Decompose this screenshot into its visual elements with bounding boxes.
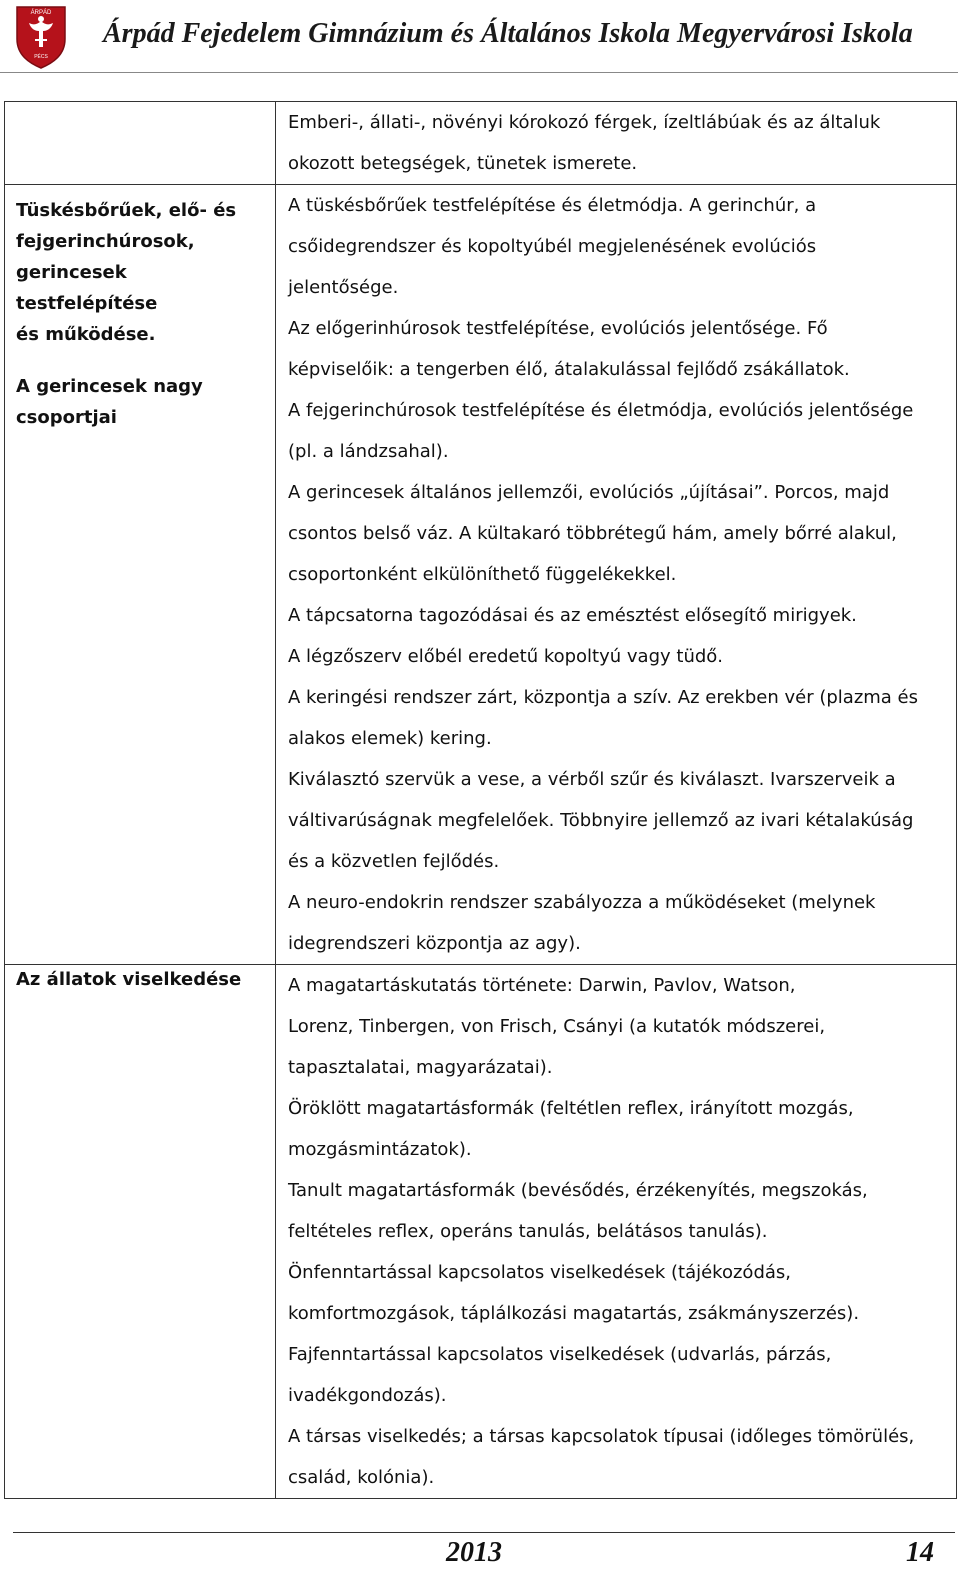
description-line: A gerincesek általános jellemzői, evolúciós „újításai”. Porcos, majd xyxy=(288,482,890,503)
description-line: A neuro-endokrin rendszer szabályozza a működéseket (melynek xyxy=(288,892,876,913)
description-line: csontos belső váz. A kültakaró többrétegű hám, amely bőrré alakul, xyxy=(288,523,897,544)
page-header xyxy=(0,0,960,76)
description-line: A magatartáskutatás története: Darwin, Pavlov, Watson, xyxy=(288,975,796,996)
topic-line: csoportjai xyxy=(16,407,117,428)
description-line: váltivarúságnak megfelelőek. Többnyire jellemző az ivari kétalakúság xyxy=(288,810,914,831)
description-cell xyxy=(276,965,957,1499)
description-line: Önfenntartással kapcsolatos viselkedések (tájékozódás, xyxy=(288,1262,791,1283)
topic-cell xyxy=(5,102,276,185)
footer-year: 2013 xyxy=(446,1537,502,1568)
description-line: és a közvetlen fejlődés. xyxy=(288,851,500,872)
description-line: csőidegrendszer és kopoltyúbél megjelenésének evolúciós xyxy=(288,236,817,257)
curriculum-table xyxy=(4,101,957,1499)
topic-line: gerincesek testfelépítése xyxy=(16,262,158,314)
footer-divider xyxy=(13,1532,955,1533)
table-row xyxy=(5,185,957,965)
description-line: A légzőszerv előbél eredetű kopoltyú vagy tüdő. xyxy=(288,646,724,667)
school-title: Árpád Fejedelem Gimnázium és Általános Iskola Megyervárosi Iskola xyxy=(103,18,913,49)
description-line: Fajfenntartással kapcsolatos viselkedések (udvarlás, párzás, xyxy=(288,1344,832,1365)
description-line: A keringési rendszer zárt, központja a szív. Az erekben vér (plazma és xyxy=(288,687,918,708)
page-number: 14 xyxy=(906,1537,934,1568)
description-line: A tüskésbőrűek testfelépítése és életmódja. A gerinchúr, a xyxy=(288,195,817,216)
description-line: Lorenz, Tinbergen, von Frisch, Csányi (a kutatók módszerei, xyxy=(288,1016,826,1037)
table-row xyxy=(5,102,957,185)
topic-line: és működése. xyxy=(16,324,156,345)
topic-line: Tüskésbőrűek, elő- és xyxy=(16,200,237,221)
description-line: idegrendszeri központja az agy). xyxy=(288,933,581,954)
description-line: képviselőik: a tengerben élő, átalakulással fejlődő zsákállatok. xyxy=(288,359,850,380)
table-row xyxy=(5,965,957,1499)
svg-text:PÉCS: PÉCS xyxy=(34,54,48,60)
description-cell xyxy=(276,185,957,965)
description-line: A társas viselkedés; a társas kapcsolatok típusai (időleges tömörülés, xyxy=(288,1426,915,1447)
description-line: alakos elemek) kering. xyxy=(288,728,492,749)
description-line: komfortmozgások, táplálkozási magatartás, zsákmányszerzés). xyxy=(288,1303,860,1324)
description-line: jelentősége. xyxy=(288,277,399,298)
description-line: okozott betegségek, tünetek ismerete. xyxy=(288,153,638,174)
description-line: feltételes reflex, operáns tanulás, belátásos tanulás). xyxy=(288,1221,768,1242)
svg-text:ÁRPÁD: ÁRPÁD xyxy=(30,10,52,16)
description-line: Kiválasztó szervük a vese, a vérből szűr és kiválaszt. Ivarszerveik a xyxy=(288,769,896,790)
description-line: csoportonként elkülöníthető függelékekkel. xyxy=(288,564,677,585)
topic-cell xyxy=(5,185,276,965)
school-logo-icon xyxy=(15,3,67,69)
description-line: A fejgerinchúrosok testfelépítése és életmódja, evolúciós jelentősége xyxy=(288,400,914,421)
description-line: ivadékgondozás). xyxy=(288,1385,447,1406)
description-cell xyxy=(276,102,957,185)
description-line: Emberi-, állati-, növényi kórokozó férgek, ízeltlábúak és az általuk xyxy=(288,112,881,133)
topic-line: fejgerinchúrosok, xyxy=(16,231,195,252)
topic-cell xyxy=(5,965,276,1499)
description-line: mozgásmintázatok). xyxy=(288,1139,472,1160)
description-line: Az előgerinhúrosok testfelépítése, evolúciós jelentősége. Fő xyxy=(288,318,828,339)
description-line: Tanult magatartásformák (bevésődés, érzékenyítés, megszokás, xyxy=(288,1180,868,1201)
header-divider xyxy=(0,72,958,73)
topic-line: A gerincesek nagy xyxy=(16,376,203,397)
description-line: (pl. a lándzsahal). xyxy=(288,441,449,462)
description-line: A tápcsatorna tagozódásai és az emésztést elősegítő mirigyek. xyxy=(288,605,857,626)
description-line: tapasztalatai, magyarázatai). xyxy=(288,1057,553,1078)
topic-line: Az állatok viselkedése xyxy=(16,969,242,990)
description-line: család, kolónia). xyxy=(288,1467,435,1488)
description-line: Öröklött magatartásformák (feltétlen reflex, irányított mozgás, xyxy=(288,1098,854,1119)
